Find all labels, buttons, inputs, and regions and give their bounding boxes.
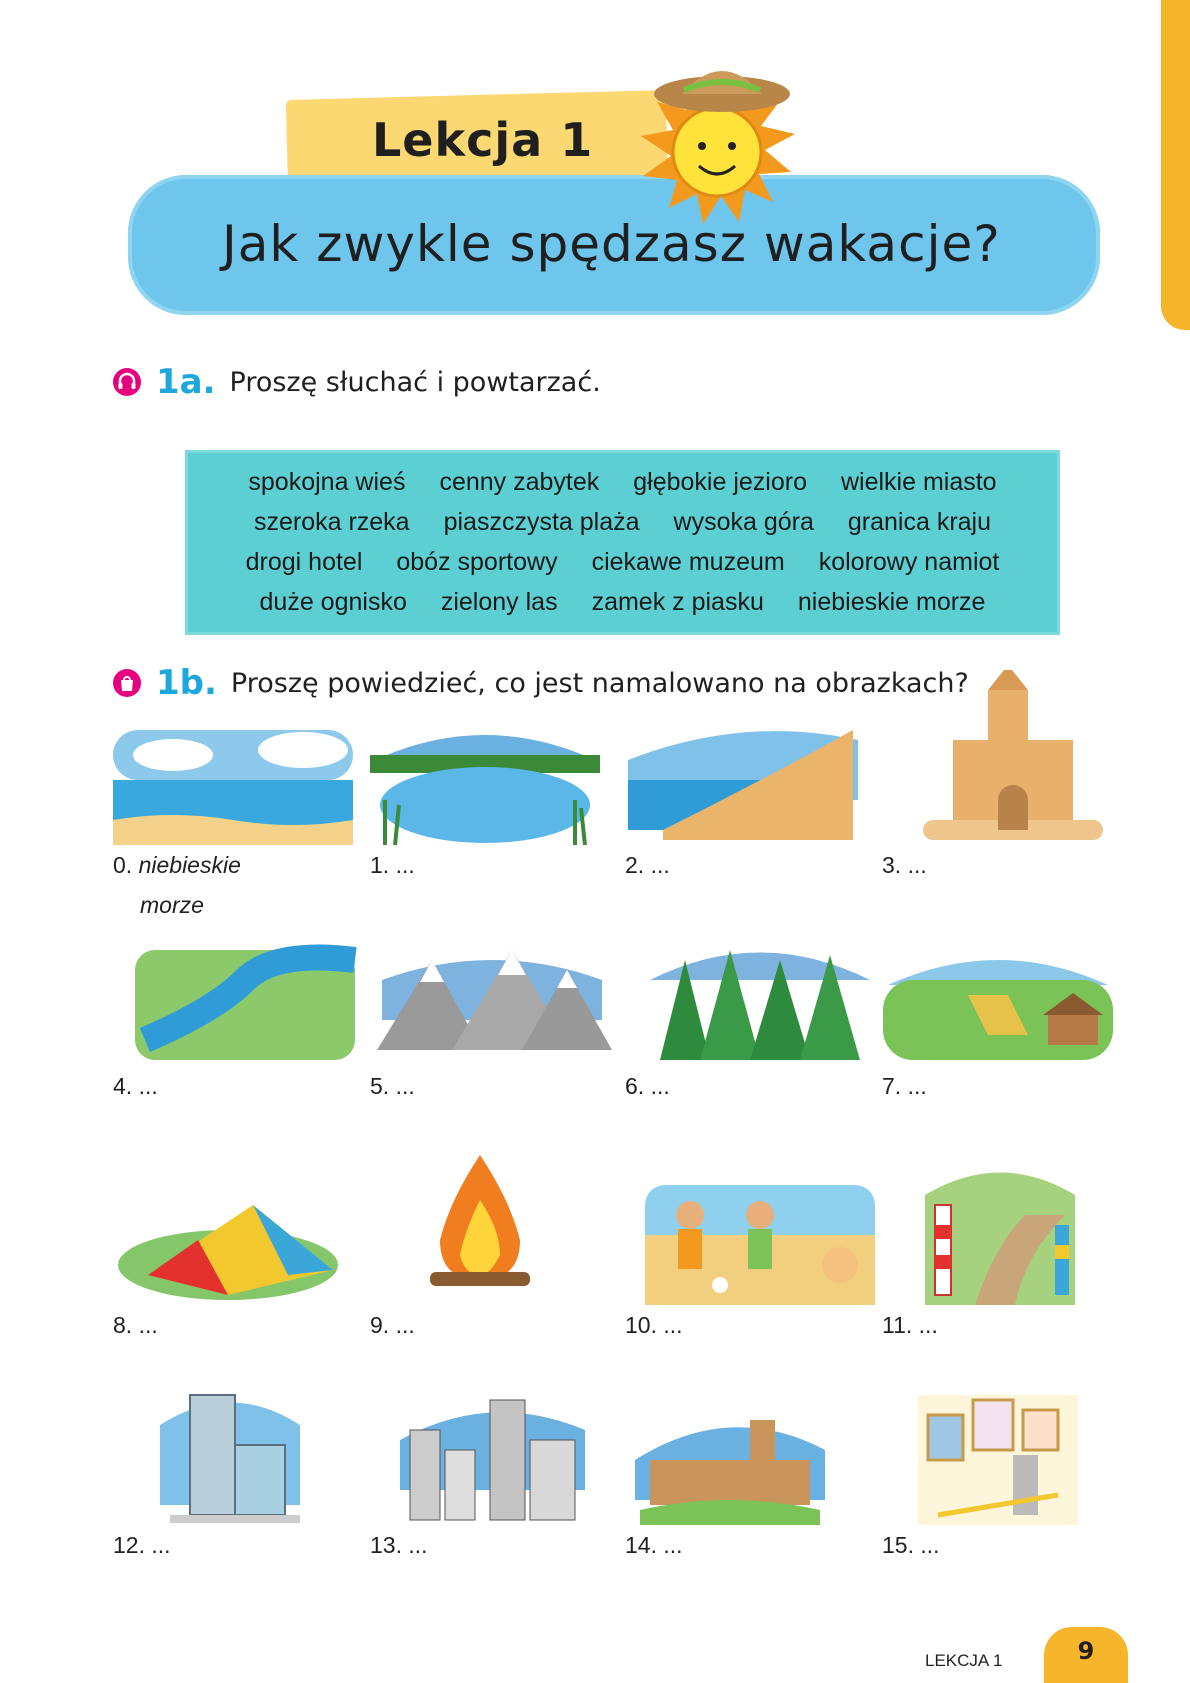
picture-sandcastle — [903, 670, 1143, 810]
picture-countryside — [878, 935, 1118, 1075]
caption-14 — [625, 1532, 683, 1559]
caption-number: 2. — [625, 852, 645, 878]
caption-4 — [113, 1073, 158, 1100]
caption-number: 8. — [113, 1312, 133, 1338]
example-answer: niebieskie — [138, 852, 241, 878]
vocabulary-row — [185, 508, 1060, 537]
caption-12 — [113, 1532, 171, 1559]
caption-5 — [370, 1073, 415, 1100]
side-tab-marker — [1161, 0, 1190, 330]
vocabulary-word: głębokie jezioro — [633, 468, 807, 496]
answer-blank: ... — [395, 1073, 415, 1099]
task-1b-instruction: Proszę powiedzieć, co jest namalowano na obrazkach? — [230, 667, 969, 699]
task-1a-heading — [112, 362, 601, 402]
vocabulary-box — [185, 450, 1060, 635]
vocabulary-word: piaszczysta plaża — [443, 508, 640, 536]
task-1a-number: 1a. — [156, 362, 216, 402]
caption-number: 15. — [882, 1532, 914, 1558]
caption-3 — [882, 852, 927, 879]
caption-13 — [370, 1532, 428, 1559]
vocabulary-word: ciekawe muzeum — [591, 548, 785, 576]
answer-blank: ... — [650, 852, 670, 878]
answer-blank: ... — [650, 1073, 670, 1099]
vocabulary-word: cenny zabytek — [439, 468, 600, 496]
vocabulary-word: szeroka rzeka — [253, 508, 410, 536]
caption-0 — [113, 852, 241, 879]
answer-blank: ... — [907, 852, 927, 878]
answer-blank: ... — [918, 1312, 938, 1338]
caption-7 — [882, 1073, 927, 1100]
caption-11 — [882, 1312, 938, 1339]
caption-2 — [625, 852, 670, 879]
picture-sports-camp — [640, 1175, 880, 1315]
caption-number: 4. — [113, 1073, 133, 1099]
caption-number: 0. — [113, 852, 133, 878]
caption-number: 10. — [625, 1312, 657, 1338]
example-answer-line2: morze — [140, 892, 204, 918]
picture-border — [915, 1155, 1085, 1315]
answer-blank: ... — [663, 1312, 683, 1338]
vocabulary-word: kolorowy namiot — [818, 548, 1000, 576]
picture-city — [395, 1390, 590, 1525]
page-number: 9 — [1044, 1627, 1128, 1683]
answer-blank: ... — [395, 1312, 415, 1338]
caption-number: 5. — [370, 1073, 390, 1099]
caption-number: 14. — [625, 1532, 657, 1558]
picture-mountains — [372, 940, 612, 1080]
vocabulary-row — [185, 468, 1060, 497]
picture-campfire — [410, 1150, 550, 1300]
vocabulary-word: zielony las — [440, 588, 558, 616]
answer-blank: ... — [395, 852, 415, 878]
caption-9 — [370, 1312, 415, 1339]
task-1b-heading — [112, 663, 969, 703]
vocabulary-word: duże ognisko — [259, 588, 407, 616]
vocabulary-word: zamek z piasku — [591, 588, 764, 616]
task-1b-number: 1b. — [156, 663, 217, 703]
picture-tent — [118, 1165, 358, 1305]
picture-museum — [918, 1395, 1078, 1535]
task-1a-instruction: Proszę słuchać i powtarzać. — [229, 366, 601, 398]
caption-1 — [370, 852, 415, 879]
picture-river — [125, 930, 365, 1070]
headphones-icon — [112, 367, 142, 397]
caption-number: 9. — [370, 1312, 390, 1338]
caption-number: 12. — [113, 1532, 145, 1558]
caption-15 — [882, 1532, 940, 1559]
answer-blank: ... — [138, 1312, 158, 1338]
answer-blank: ... — [920, 1532, 940, 1558]
sun-with-hat-icon — [612, 52, 822, 232]
answer-blank: ... — [151, 1532, 171, 1558]
vocabulary-word: niebieskie morze — [797, 588, 986, 616]
answer-blank: ... — [408, 1532, 428, 1558]
vocabulary-word: wielkie miasto — [840, 468, 997, 496]
caption-number: 6. — [625, 1073, 645, 1099]
caption-number: 11. — [882, 1312, 913, 1338]
vocabulary-word: granica kraju — [847, 508, 992, 536]
vocabulary-row — [185, 548, 1060, 577]
caption-number: 7. — [882, 1073, 902, 1099]
vocabulary-word: wysoka góra — [673, 508, 814, 536]
caption-number: 3. — [882, 852, 902, 878]
caption-number: 1. — [370, 852, 390, 878]
picture-hotel — [150, 1385, 310, 1530]
picture-castle — [630, 1400, 830, 1530]
footer-section-label: LEKCJA 1 — [925, 1651, 1003, 1670]
caption-6 — [625, 1073, 670, 1100]
caption-8 — [113, 1312, 158, 1339]
caption-number: 13. — [370, 1532, 402, 1558]
caption-0-line2 — [140, 892, 204, 919]
answer-blank: ... — [907, 1073, 927, 1099]
speech-bag-icon — [112, 668, 142, 698]
picture-sandy-beach — [623, 720, 863, 860]
page-title: Jak zwykle spędzasz wakacje? — [222, 215, 1001, 273]
answer-blank: ... — [663, 1532, 683, 1558]
vocabulary-word: drogi hotel — [245, 548, 363, 576]
caption-10 — [625, 1312, 683, 1339]
vocabulary-word: obóz sportowy — [396, 548, 558, 576]
picture-lake — [365, 720, 605, 860]
vocabulary-word: spokojna wieś — [248, 468, 406, 496]
lesson-label: Lekcja 1 — [372, 113, 594, 167]
picture-forest — [640, 930, 880, 1070]
vocabulary-row — [185, 588, 1060, 617]
picture-sea — [113, 720, 353, 860]
answer-blank: ... — [138, 1073, 158, 1099]
